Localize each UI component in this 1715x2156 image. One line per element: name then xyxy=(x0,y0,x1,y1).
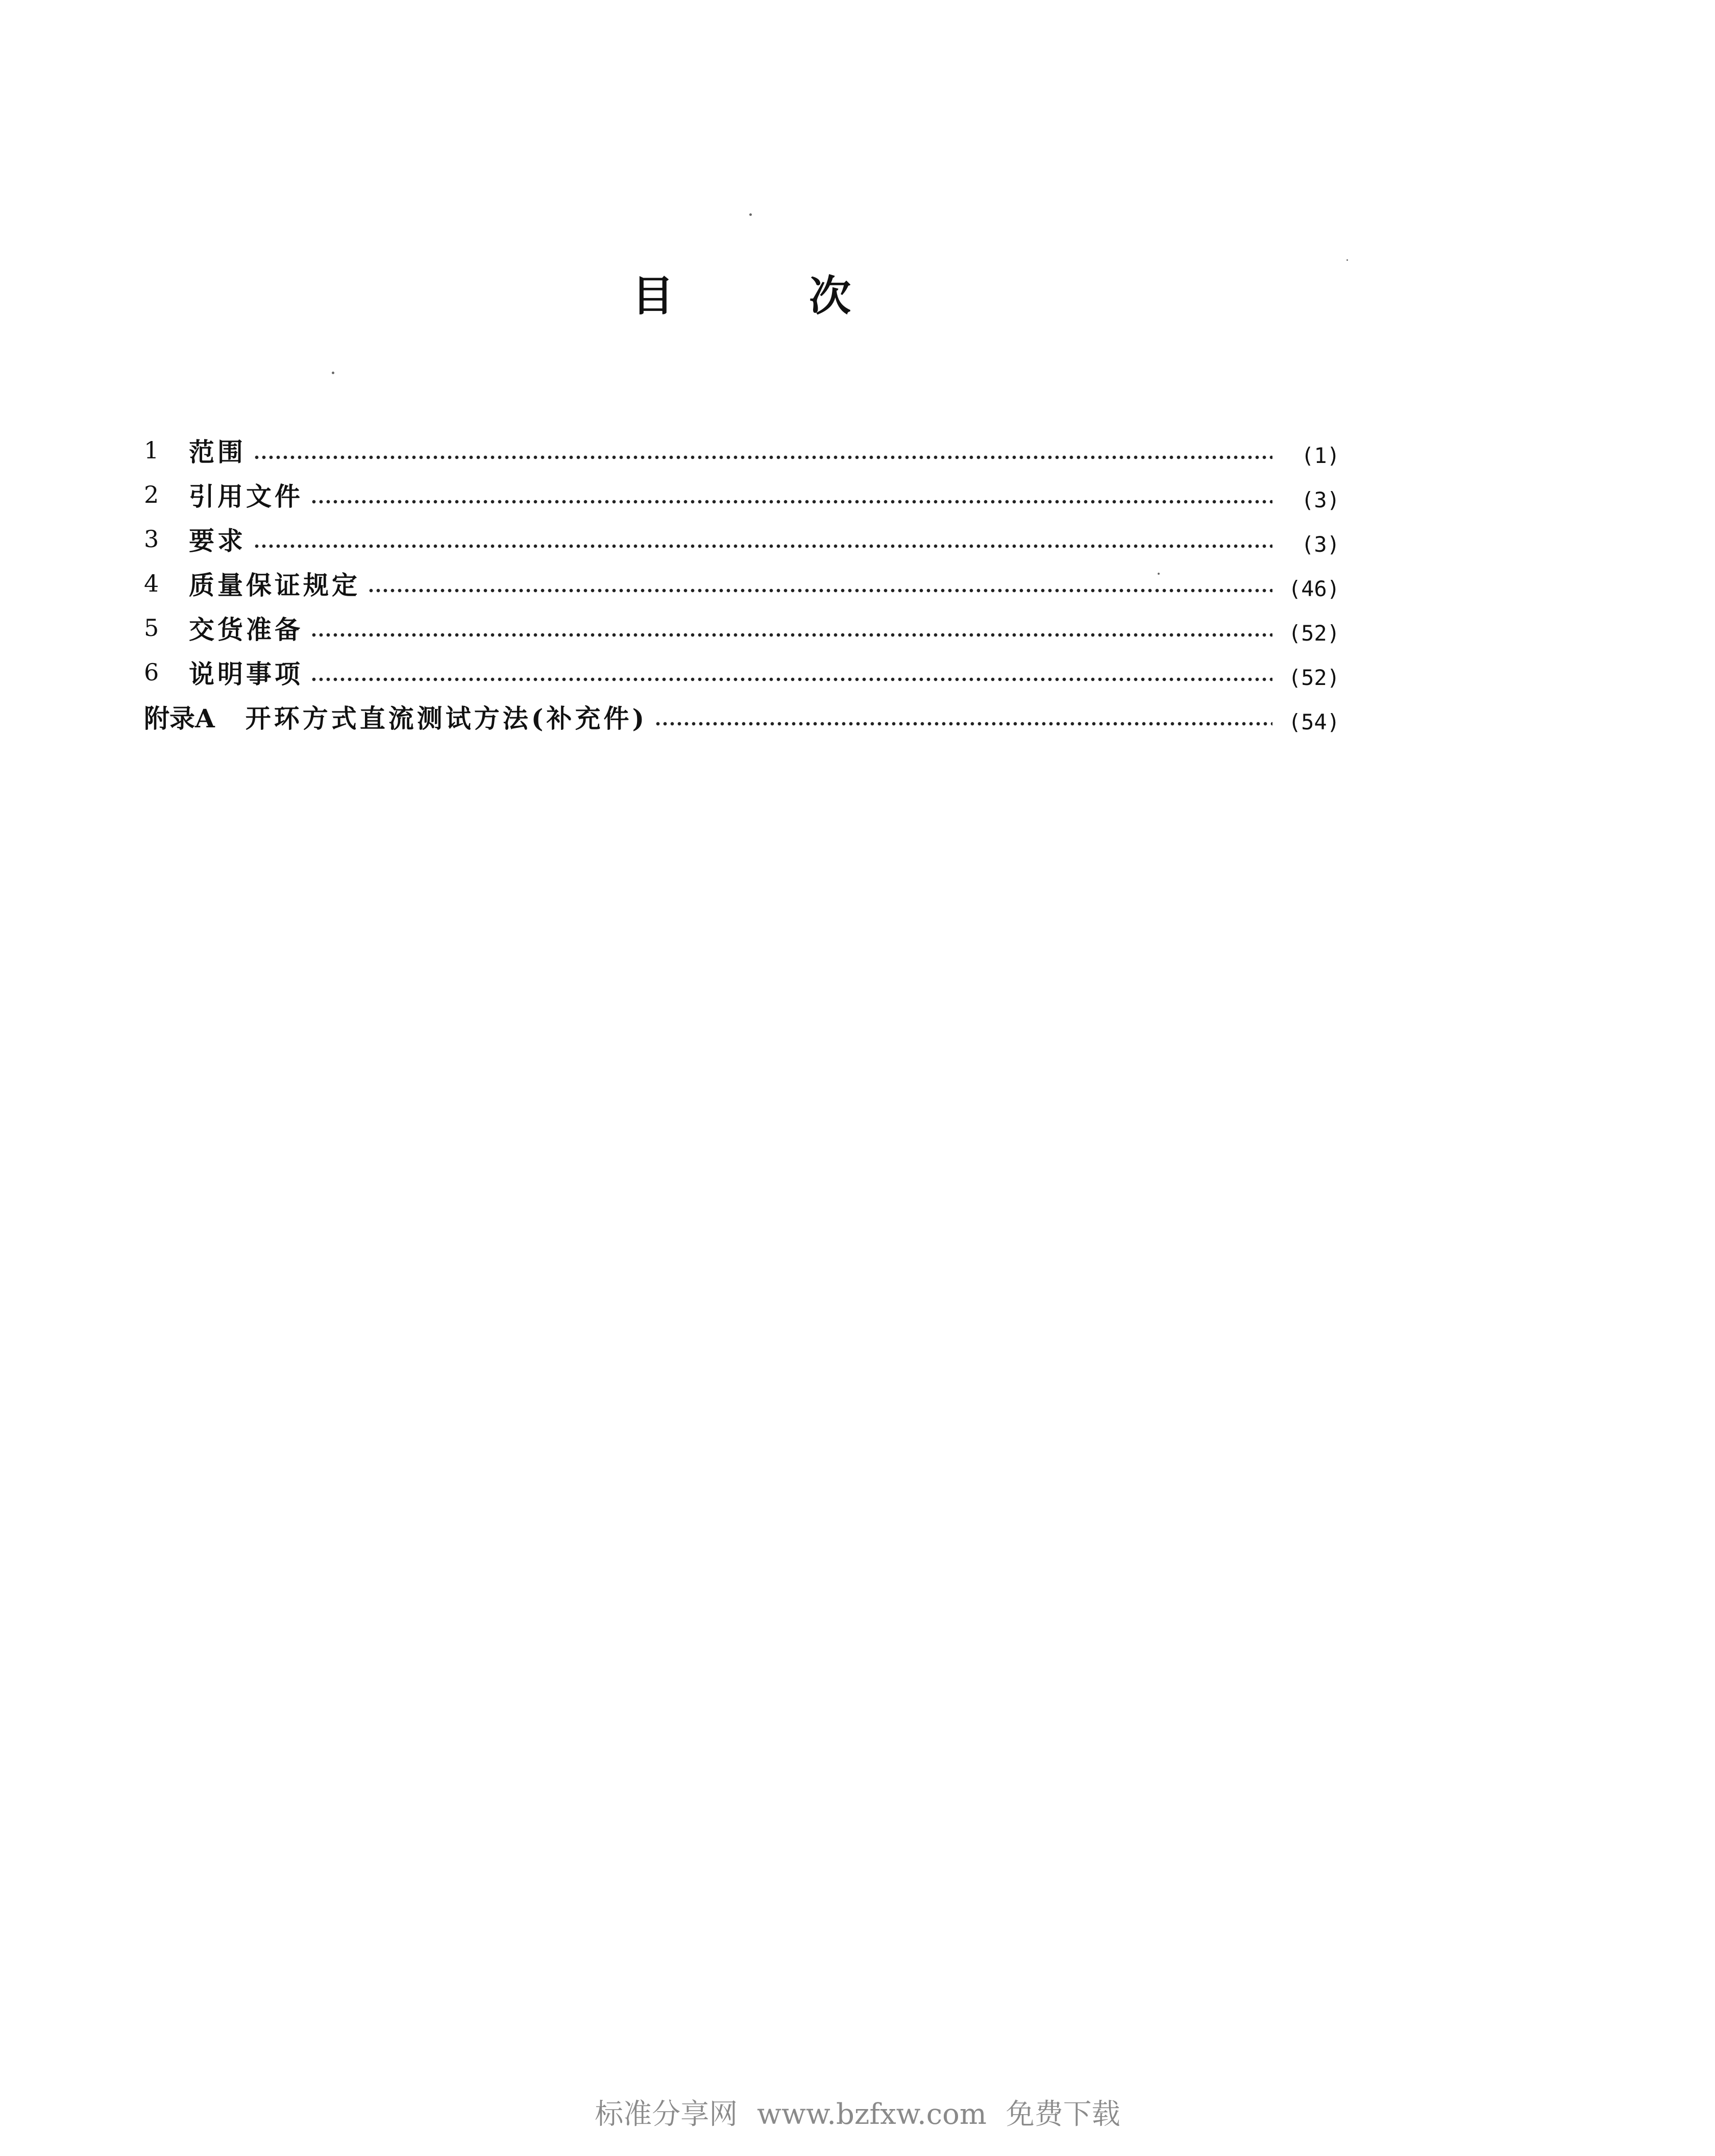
toc-entry-number: 3 xyxy=(144,525,159,553)
footer-slogan: 免费下载 xyxy=(1006,2098,1120,2131)
page-title xyxy=(0,268,1715,324)
toc-entry-number: 4 xyxy=(144,569,159,597)
toc-entry-page: (54) xyxy=(1288,709,1340,734)
toc-entry-page: (3) xyxy=(1301,532,1340,557)
footer-site-name: 标准分享网 xyxy=(595,2098,738,2131)
toc-entry-title: 范围 xyxy=(189,436,246,467)
toc-entry-title: 交货准备 xyxy=(189,614,303,645)
toc-entry[interactable] xyxy=(144,605,1340,650)
toc-entry-page: (1) xyxy=(1301,443,1340,468)
toc-entry[interactable] xyxy=(144,472,1340,517)
toc-dot-leader xyxy=(253,538,1272,554)
toc-entry-number: 2 xyxy=(144,480,159,508)
toc-dot-leader xyxy=(368,583,1272,598)
toc-entry-title: 开环方式直流测试方法(补充件) xyxy=(245,703,648,733)
toc-dot-leader xyxy=(253,450,1272,465)
toc-entry[interactable] xyxy=(144,561,1340,605)
page-title-char: 次 xyxy=(809,272,851,321)
toc-entry-number: 5 xyxy=(144,614,159,642)
toc-entry-page: (3) xyxy=(1301,487,1340,512)
toc-dot-leader xyxy=(310,672,1272,687)
toc-entry-page: (52) xyxy=(1288,621,1340,646)
toc-entry-title: 说明事项 xyxy=(189,658,303,689)
toc-entry-page: (46) xyxy=(1288,576,1340,601)
toc-entry-number: 6 xyxy=(144,658,159,686)
toc-entry[interactable] xyxy=(144,650,1340,694)
toc-dot-leader xyxy=(310,627,1272,643)
table-of-contents xyxy=(144,428,1340,739)
toc-dot-leader xyxy=(310,494,1272,509)
page-title-char: 目 xyxy=(632,272,674,321)
watermark-footer xyxy=(0,2092,1715,2138)
toc-entry-page: (52) xyxy=(1288,665,1340,690)
footer-url-link[interactable]: www.bzfxw.com xyxy=(757,2098,987,2131)
toc-entry[interactable] xyxy=(144,517,1340,561)
toc-entry-title: 引用文件 xyxy=(189,481,303,511)
toc-entry[interactable] xyxy=(144,428,1340,472)
toc-entry-number: 1 xyxy=(144,436,159,464)
toc-dot-leader xyxy=(654,716,1272,731)
toc-entry-title: 质量保证规定 xyxy=(189,570,360,600)
toc-entry-number: 附录A xyxy=(144,703,215,733)
toc-entry-appendix[interactable] xyxy=(144,694,1340,739)
toc-entry-title: 要求 xyxy=(189,525,246,556)
